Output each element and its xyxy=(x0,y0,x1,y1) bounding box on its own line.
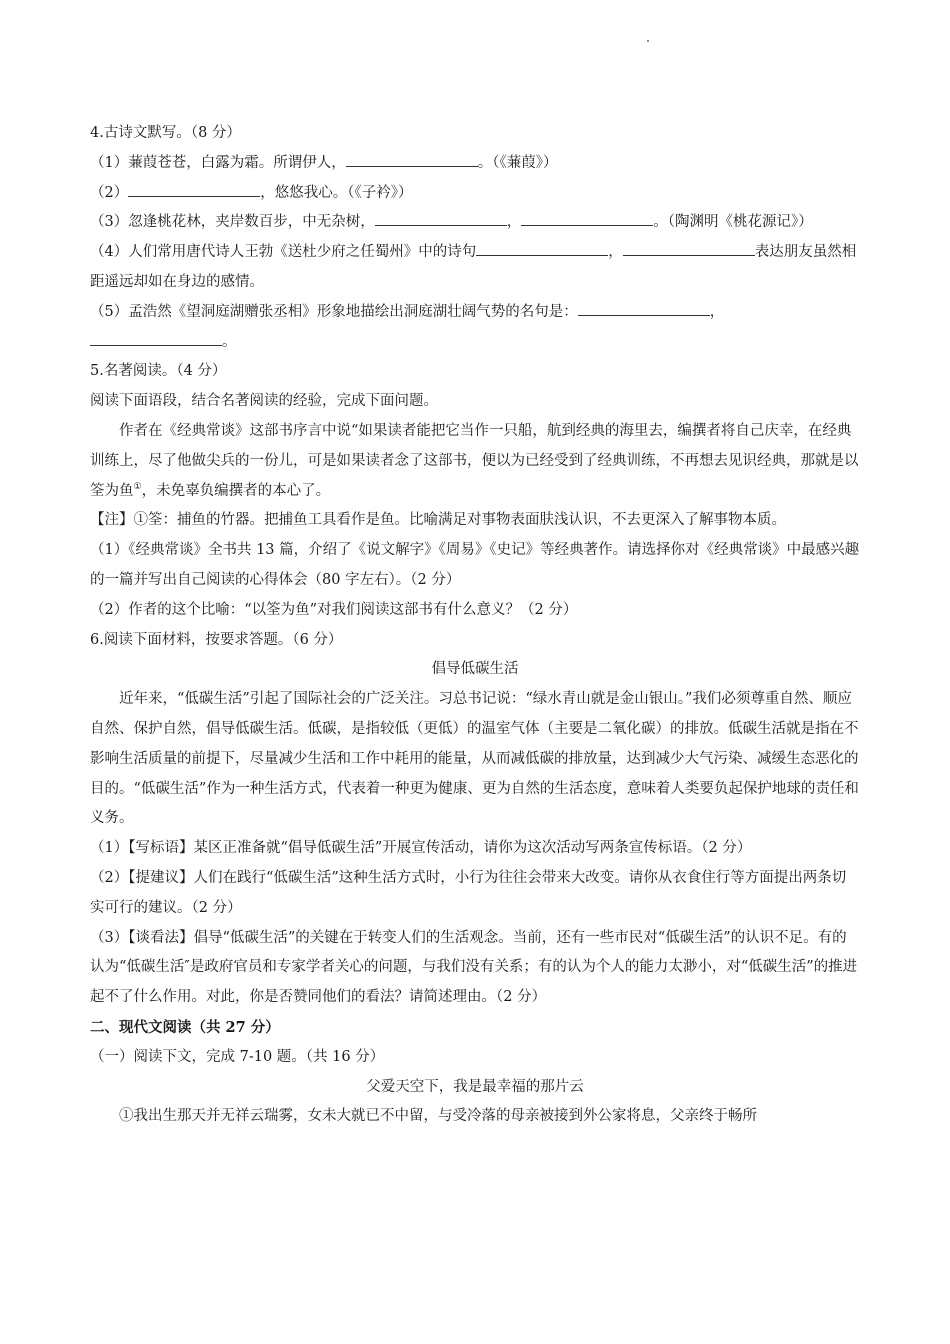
article-heading: 父爱天空下，我是最幸福的那片云 xyxy=(366,1078,584,1095)
section-2-title: 二、现代文阅读（共 27 分） xyxy=(90,1018,280,1036)
answer-blank[interactable] xyxy=(375,208,507,226)
answer-blank[interactable] xyxy=(128,179,260,197)
answer-blank[interactable] xyxy=(346,149,478,167)
answer-blank[interactable] xyxy=(521,208,653,226)
q5-passage: 作者在《经典常谈》这部书序言中说“如果读者能把它当作一只船，航到经典的海里去，编撰者将自己庆幸，在经典训练上，尽了他做尖兵的一份儿，可是如果读者念了这部书，便以为已经受到了经典训练，不再想去见识经典，那就是以筌为鱼①，未免辜负编撰者的本心了。 xyxy=(90,422,859,499)
q6-sub-1: （1）【写标语】某区正准备就“倡导低碳生活”开展宣传活动，请你为这次活动写两条宣传标语。（2 分） xyxy=(90,840,752,857)
q6-sub-3: （3）【谈看法】倡导“低碳生活”的关键在于转变人们的生活观念。当前，还有一些市民对“低碳生活”的认识不足。有的认为“低碳生活″是政府官员和专家学者关心的问题，与我们没有关系；有的认为个人的能力太渺小，对“低碳生活”的推进起不了什么作用。对此，你是否赞同他们的看法？请简述理由。（2 分） xyxy=(90,929,858,1006)
q5-sub-1: （1）《经典常谈》全书共 13 篇，介绍了《说文解字》《周易》《史记》等经典著作。请选择你对《经典常谈》中最感兴趣的一篇并写出自己阅读的心得体会（80 字左右）。（2 分） xyxy=(90,542,860,588)
q5-title: 5.名著阅读。（4 分） xyxy=(90,363,227,380)
answer-blank[interactable] xyxy=(578,298,710,316)
q4-item-4: （4）人们常用唐代诗人王勃《送杜少府之任蜀州》中的诗句 ， 表达朋友虽然相距遥远却如在身边的感情。 xyxy=(90,238,860,298)
article-paragraph-1: ①我出生那天并无祥云瑞雾，女未大就已不中留，与受冷落的母亲被接到外公家将息，父亲终于畅所 xyxy=(119,1108,757,1125)
q5-sub-2: （2）作者的这个比喻：“以筌为鱼”对我们阅读这部书有什么意义？（2 分） xyxy=(90,601,578,618)
q4-item-3: （3）忽逢桃花林，夹岸数百步，中无杂树， ， 。（陶渊明《桃花源记》） xyxy=(90,208,860,238)
answer-blank[interactable] xyxy=(623,238,755,256)
answer-blank[interactable] xyxy=(476,238,608,256)
answer-blank[interactable] xyxy=(90,328,222,346)
q6-passage: 近年来，“低碳生活”引起了国际社会的广泛关注。习总书记说：“绿水青山就是金山银山。”我们必须尊重自然、顺应自然、保护自然，倡导低碳生活。低碳，是指较低（更低）的温室气体（主要是二氧化碳）的排放。低碳生活就是指在不影响生活质量的前提下，尽量减少生活和工作中耗用的能量，从而减低碳的排放量，达到减少大气污染、减缓生态恶化的目的。“低碳生活”作为一种生活方式，代表着一种更为健康、更为自然的生活态度，意味着人类要负起保护地球的责任和义务。 xyxy=(90,691,859,827)
scan-dot xyxy=(647,40,649,42)
section-2-subtitle: （一）阅读下文，完成 7-10 题。（共 16 分） xyxy=(90,1048,385,1065)
q6-sub-2: （2）【提建议】人们在践行“低碳生活”这种生活方式时，小行为往往会带来大改变。请你从衣食住行等方面提出两条切实可行的建议。（2 分） xyxy=(90,869,847,916)
q5-note: 【注】①筌：捕鱼的竹器。把捕鱼工具看作是鱼。比喻满足对事物表面肤浅认识，不去更深入了解事物本质。 xyxy=(90,512,786,529)
document-body xyxy=(90,119,860,1132)
q5-intro: 阅读下面语段，结合名著阅读的经验，完成下面问题。 xyxy=(90,393,438,410)
q4-item-2: （2） ，悠悠我心。（《子衿》） xyxy=(90,179,860,209)
q6-title: 6.阅读下面材料，按要求答题。（6 分） xyxy=(90,631,343,648)
q4-item-5: （5）孟浩然《望洞庭湖赠张丞相》形象地描绘出洞庭湖壮阔气势的名句是： ， 。 xyxy=(90,298,860,358)
q6-heading: 倡导低碳生活 xyxy=(431,661,519,678)
q4-title: 4.古诗文默写。（8 分） xyxy=(90,125,241,141)
q4-item-1: （1）蒹葭苍苍，白露为霜。所谓伊人， 。（《蒹葭》） xyxy=(90,149,860,179)
